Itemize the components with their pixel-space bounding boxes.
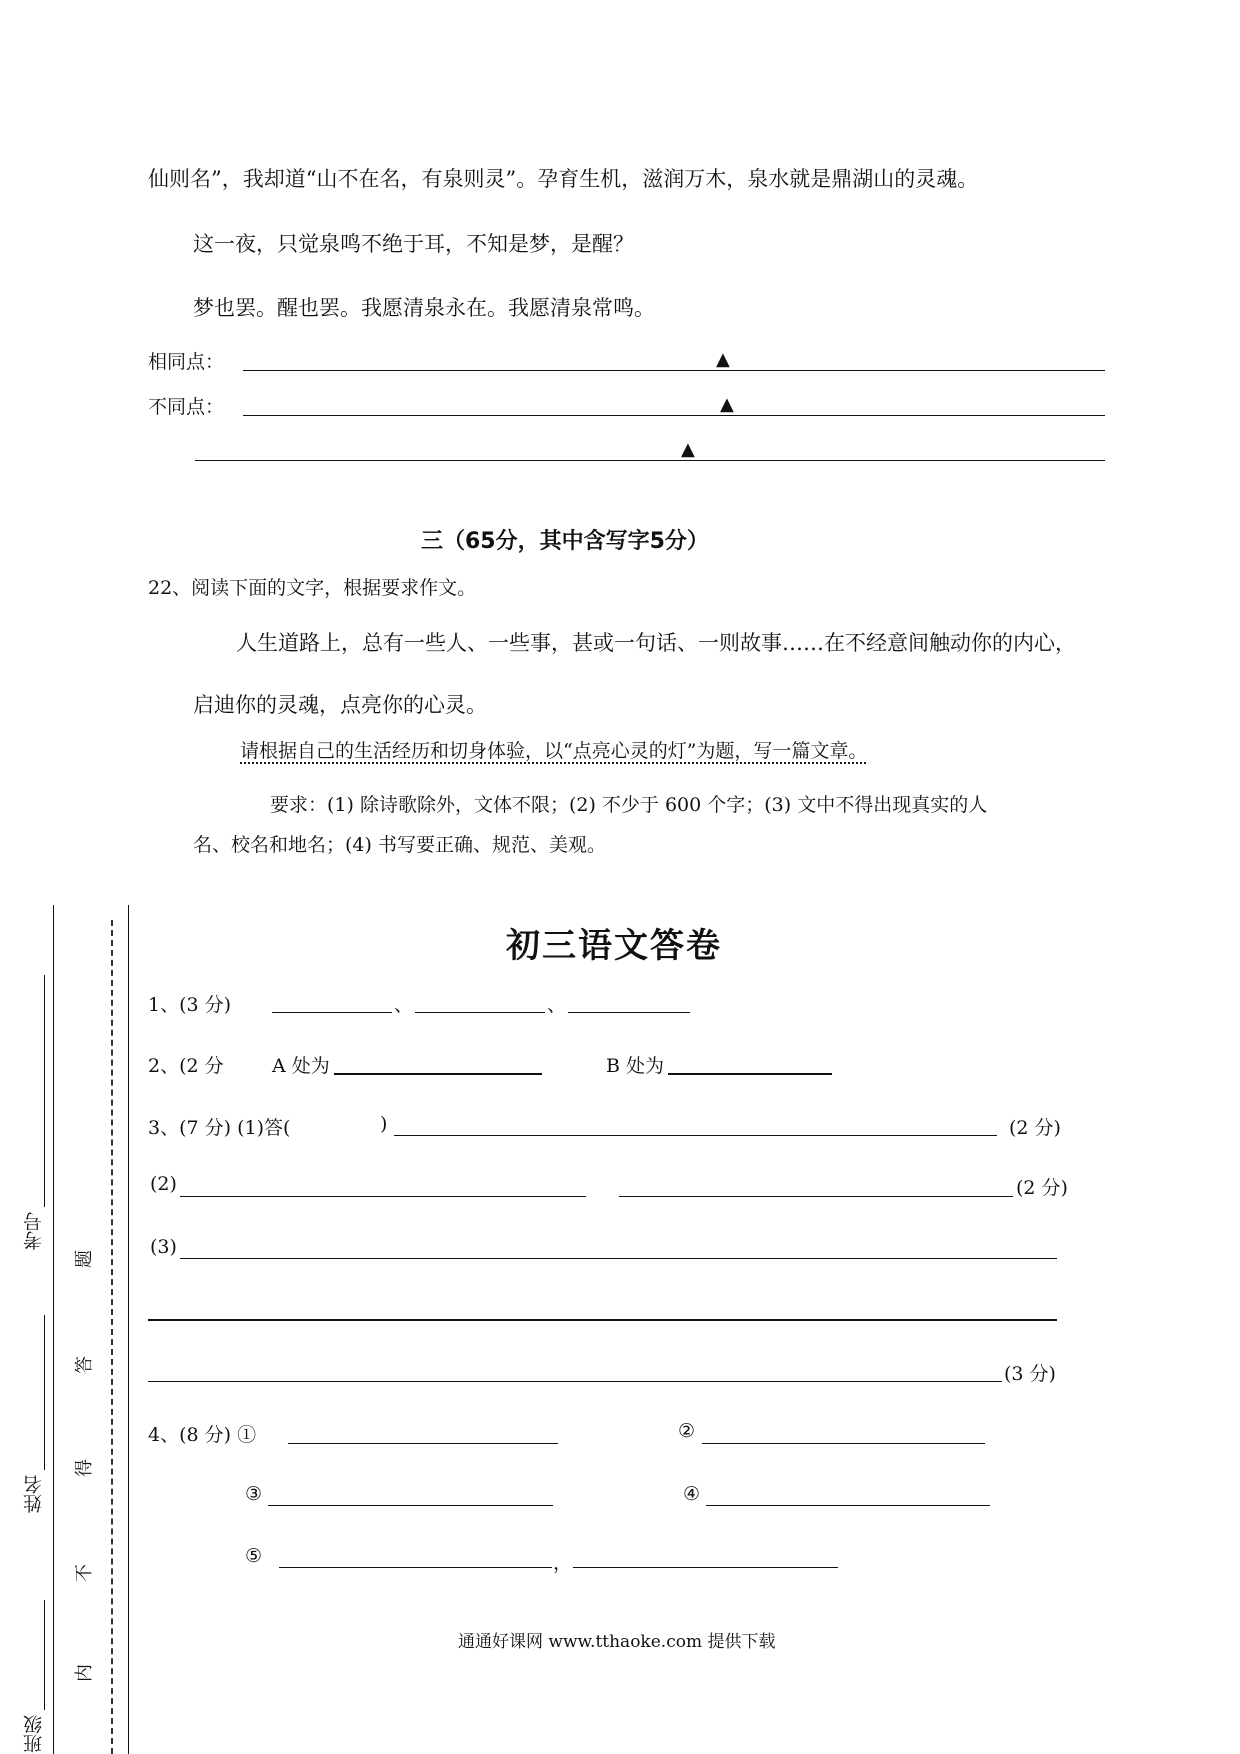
q1-separator: 、 — [394, 994, 414, 1016]
binding-warning-char: 不 — [74, 1564, 95, 1582]
q1-answer-2[interactable] — [415, 1012, 545, 1013]
name-label: 姓名 — [23, 1475, 45, 1513]
different-points-label: 不同点： — [148, 396, 225, 418]
composition-prompt-line-1: 人生道路上，总有一些人、一些事，甚或一句话、一则故事……在不经意间触动你的内心， — [236, 631, 1076, 655]
q3-3-label: (3) — [150, 1236, 177, 1258]
q4-answer-3[interactable] — [268, 1505, 553, 1506]
binding-warning-char: 得 — [74, 1459, 95, 1477]
question-22: 22、阅读下面的文字，根据要求作文。 — [148, 577, 477, 599]
q4-answer-5b[interactable] — [573, 1567, 838, 1568]
binding-warning-char: 内 — [74, 1664, 95, 1682]
q4-5-comma: ， — [553, 1552, 573, 1574]
binding-inner-line — [128, 905, 129, 1754]
q2-a-answer[interactable] — [334, 1073, 542, 1075]
composition-instruction: 请根据自己的生活经历和切身体验，以“点亮心灵的灯”为题，写一篇文章。 — [240, 740, 868, 762]
passage-line-3: 梦也罢。醒也罢。我愿清泉永在。我愿清泉常鸣。 — [193, 296, 655, 320]
class-label: 班级 — [23, 1715, 45, 1753]
marker-triangle: ▲ — [716, 349, 730, 370]
different-points-line[interactable] — [243, 415, 1105, 416]
q3-1-answer[interactable] — [394, 1135, 997, 1136]
exam-number-label: 考号 — [23, 1212, 45, 1250]
answer-sheet-title: 初三语文答卷 — [506, 926, 722, 966]
binding-outer-line — [53, 905, 54, 1754]
requirements-line-2: 名、校名和地名；(4) 书写要正确、规范、美观。 — [193, 834, 606, 856]
q4-answer-4[interactable] — [706, 1505, 990, 1506]
q1-label: 1、(3 分) — [148, 994, 232, 1016]
q1-separator: 、 — [547, 994, 567, 1016]
q1-answer-1[interactable] — [272, 1012, 392, 1013]
q3-1-score: (2 分) — [1009, 1117, 1061, 1139]
q3-label: 3、(7 分) (1)答( — [148, 1117, 291, 1139]
q3-2-answer-1[interactable] — [180, 1196, 586, 1197]
marker-triangle: ▲ — [720, 394, 734, 415]
q2-label: 2、(2 分 — [148, 1055, 224, 1077]
exam-number-field[interactable] — [44, 975, 45, 1207]
name-field[interactable] — [44, 1315, 45, 1470]
binding-dashed-line — [111, 920, 113, 1754]
section-3-title: 三（65分，其中含写字5分） — [421, 529, 709, 554]
composition-prompt-line-2: 启迪你的灵魂，点亮你的心灵。 — [193, 693, 487, 717]
q1-answer-3[interactable] — [568, 1012, 690, 1013]
q4-3-label: ③ — [245, 1483, 263, 1505]
q3-3-score: (3 分) — [1004, 1363, 1056, 1385]
footer-source: 通通好课网 www.tthaoke.com 提供下载 — [458, 1632, 776, 1652]
q2-b-answer[interactable] — [668, 1073, 832, 1075]
q4-4-label: ④ — [683, 1483, 701, 1505]
q4-label: 4、(8 分) ① — [148, 1424, 257, 1446]
class-field[interactable] — [44, 1600, 45, 1710]
q3-3-answer-1[interactable] — [180, 1258, 1057, 1259]
q4-answer-2[interactable] — [702, 1443, 985, 1444]
passage-line-1: 仙则名”，我却道“山不在名，有泉则灵”。孕育生机，滋润万木，泉水就是鼎湖山的灵魂。 — [148, 167, 979, 191]
q2-b-label: B 处为 — [606, 1055, 665, 1077]
q3-close-paren: ) — [380, 1113, 388, 1135]
q4-5-label: ⑤ — [245, 1545, 263, 1567]
q4-answer-1[interactable] — [288, 1443, 558, 1444]
requirements-line-1: 要求：(1) 除诗歌除外，文体不限；(2) 不少于 600 个字；(3) 文中不得出现真实的人 — [270, 794, 988, 816]
marker-triangle: ▲ — [681, 439, 695, 460]
passage-line-2: 这一夜，只觉泉鸣不绝于耳，不知是梦，是醒？ — [193, 232, 634, 256]
q3-3-answer-2[interactable] — [148, 1319, 1057, 1321]
q4-answer-5a[interactable] — [279, 1567, 552, 1568]
q2-a-label: A 处为 — [272, 1055, 330, 1077]
q3-2-score: (2 分) — [1016, 1177, 1068, 1199]
q3-2-answer-2[interactable] — [619, 1196, 1013, 1197]
q3-3-answer-3[interactable] — [148, 1381, 1002, 1382]
different-points-line-2[interactable] — [195, 460, 1105, 461]
binding-warning-char: 题 — [74, 1250, 95, 1268]
q3-2-label: (2) — [150, 1173, 177, 1195]
same-points-label: 相同点： — [148, 351, 225, 373]
binding-warning-char: 答 — [74, 1356, 95, 1374]
q4-2-label: ② — [678, 1420, 696, 1442]
same-points-line[interactable] — [243, 370, 1105, 371]
